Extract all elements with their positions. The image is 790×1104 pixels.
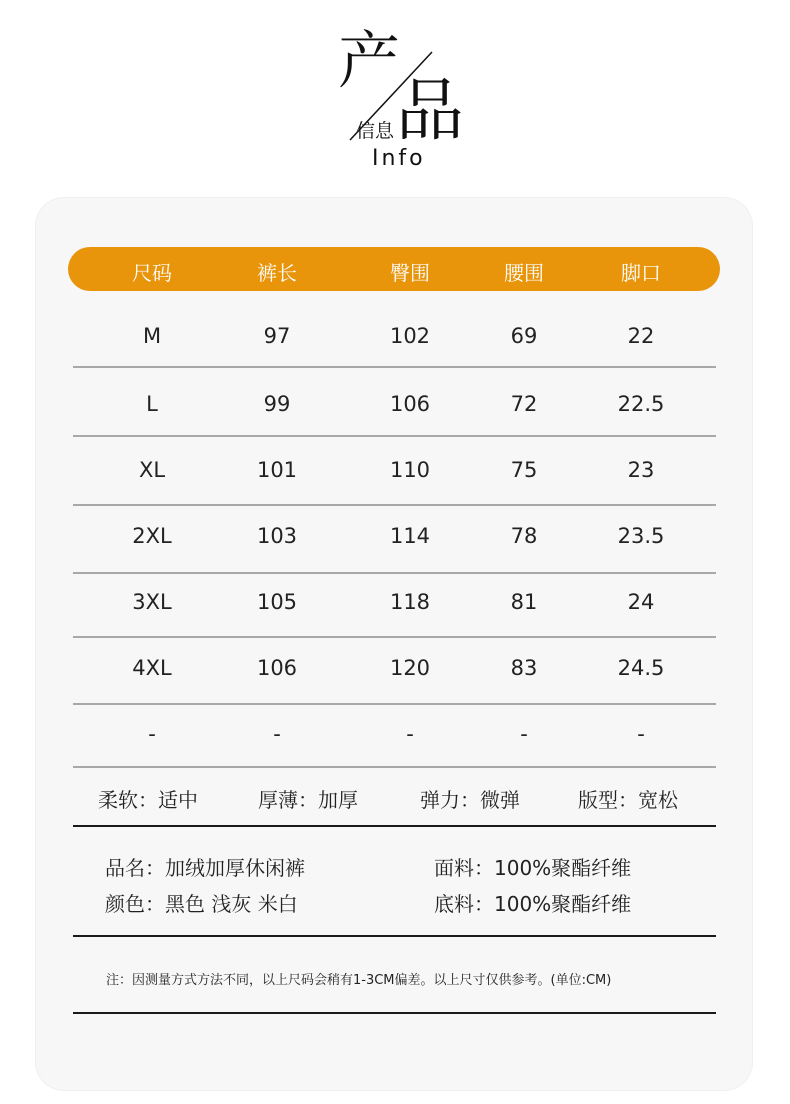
section-divider xyxy=(73,1012,716,1014)
table-cell: 106 xyxy=(256,656,298,680)
header-waist: 腰围 xyxy=(504,261,544,285)
title-subtitle: 信息 xyxy=(356,120,395,142)
table-cell: 114 xyxy=(389,524,431,548)
table-cell: 23.5 xyxy=(617,524,665,548)
table-cell: 22 xyxy=(627,324,655,348)
detail-colors: 颜色：黑色 浅灰 米白 xyxy=(105,892,298,916)
table-cell: 105 xyxy=(256,590,298,614)
attr-elasticity: 弹力：微弹 xyxy=(420,788,520,812)
row-divider xyxy=(73,504,716,506)
row-divider xyxy=(73,572,716,574)
table-cell: M xyxy=(142,324,162,348)
attr-softness: 柔软：适中 xyxy=(98,788,198,812)
table-cell: 118 xyxy=(389,590,431,614)
section-divider xyxy=(73,825,716,827)
row-divider xyxy=(73,703,716,705)
table-cell: 24.5 xyxy=(617,656,665,680)
title-char-pin: 品 xyxy=(396,72,465,151)
detail-product-name: 品名：加绒加厚休闲裤 xyxy=(105,856,305,880)
table-cell: 101 xyxy=(256,458,298,482)
header-hip: 臀围 xyxy=(390,261,430,285)
table-cell: 83 xyxy=(510,656,538,680)
row-divider xyxy=(73,766,716,768)
table-cell: 97 xyxy=(263,324,291,348)
page-title xyxy=(0,0,790,190)
table-cell: 103 xyxy=(256,524,298,548)
table-cell: L xyxy=(146,392,158,416)
row-divider xyxy=(73,435,716,437)
measurement-note: 注：因测量方式方法不同，以上尺码会稍有1-3CM偏差。以上尺寸仅供参考。(单位:CM) xyxy=(106,973,612,988)
table-cell: 102 xyxy=(389,324,431,348)
header-leg-opening: 脚口 xyxy=(621,261,661,285)
table-cell: - xyxy=(273,722,281,746)
table-cell: 2XL xyxy=(132,524,172,548)
table-cell: 106 xyxy=(389,392,431,416)
table-cell: 120 xyxy=(389,656,431,680)
table-cell: 75 xyxy=(510,458,538,482)
table-cell: 69 xyxy=(510,324,538,348)
table-cell: 3XL xyxy=(132,590,172,614)
table-cell: 22.5 xyxy=(617,392,665,416)
table-cell: - xyxy=(637,722,645,746)
table-cell: XL xyxy=(138,458,166,482)
detail-fabric: 面料：100%聚酯纤维 xyxy=(434,856,632,880)
table-cell: - xyxy=(520,722,528,746)
table-cell: 72 xyxy=(510,392,538,416)
table-cell: 99 xyxy=(263,392,291,416)
table-cell: 23 xyxy=(627,458,655,482)
title-char-chan: 产 xyxy=(338,24,401,97)
attr-fit: 版型：宽松 xyxy=(578,788,678,812)
table-cell: - xyxy=(406,722,414,746)
table-cell: 81 xyxy=(510,590,538,614)
table-cell: 4XL xyxy=(132,656,172,680)
row-divider xyxy=(73,366,716,368)
header-length: 裤长 xyxy=(257,261,297,285)
table-cell: 110 xyxy=(389,458,431,482)
attr-thickness: 厚薄：加厚 xyxy=(258,788,358,812)
title-english: Info xyxy=(372,146,426,171)
detail-lining: 底料：100%聚酯纤维 xyxy=(434,892,632,916)
row-divider xyxy=(73,636,716,638)
table-cell: - xyxy=(148,722,156,746)
table-cell: 24 xyxy=(627,590,655,614)
table-cell: 78 xyxy=(510,524,538,548)
header-size: 尺码 xyxy=(132,261,172,285)
section-divider xyxy=(73,935,716,937)
